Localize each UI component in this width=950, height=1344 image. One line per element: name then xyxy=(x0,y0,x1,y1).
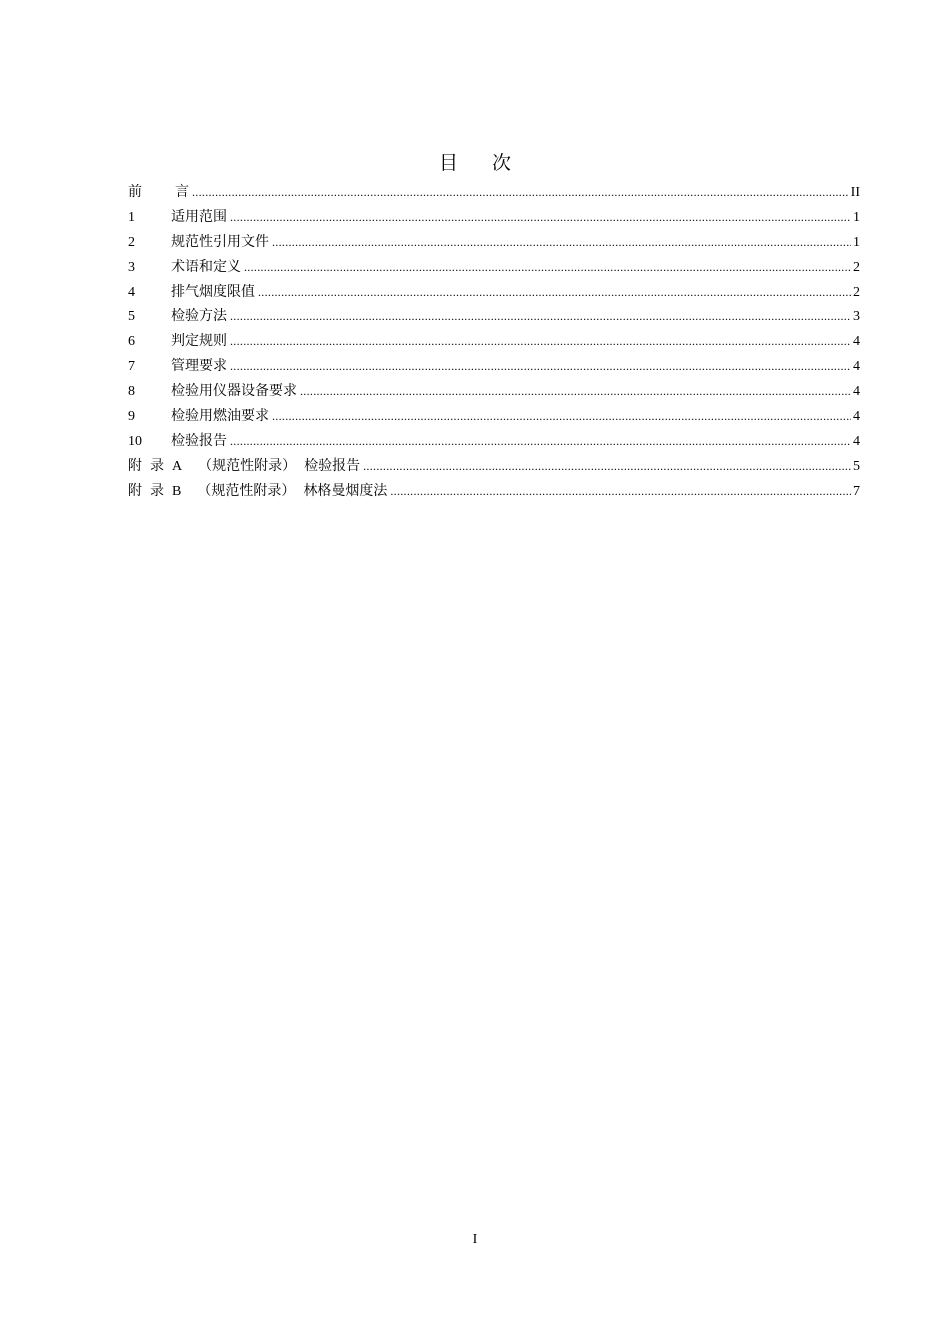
toc-entry-label: 排气烟度限值 xyxy=(171,283,255,300)
toc-leader-dots xyxy=(258,280,851,305)
toc-entry[interactable] xyxy=(128,255,860,280)
toc-entry-appendix-b[interactable] xyxy=(128,479,860,504)
toc-entry-label: 判定规则 xyxy=(171,333,227,350)
toc-entry-appendix-a[interactable] xyxy=(128,454,860,479)
toc-entry-number: 8 xyxy=(128,384,135,400)
toc-title-right: 次 xyxy=(492,152,512,174)
toc-entry-page: 3 xyxy=(853,309,860,325)
toc-entry-number: 9 xyxy=(128,409,135,425)
toc-entry-page: 5 xyxy=(853,458,860,474)
toc-entry[interactable] xyxy=(128,329,860,354)
toc-entry-page: 1 xyxy=(853,209,860,225)
toc-entry-number: 7 xyxy=(128,359,135,375)
toc-entry-label: 前 言 xyxy=(128,184,189,200)
toc-entry-page: 7 xyxy=(853,483,860,499)
toc-entry-label: 管理要求 xyxy=(171,358,227,375)
toc-entry[interactable] xyxy=(128,404,860,429)
toc-title-left: 目 xyxy=(438,152,458,174)
toc-entry-label: 检验报告 xyxy=(304,457,361,474)
toc-entry[interactable] xyxy=(128,230,860,255)
toc-entry-page: 4 xyxy=(853,384,860,400)
toc-entry-number: 10 xyxy=(128,433,142,449)
toc-entry-page: 2 xyxy=(853,284,860,300)
toc-entry-page: 4 xyxy=(853,433,860,449)
toc-leader-dots xyxy=(300,379,851,404)
table-of-contents xyxy=(128,180,860,504)
toc-leader-dots xyxy=(192,180,849,205)
toc-entry-number: 2 xyxy=(128,234,135,250)
toc-entry[interactable] xyxy=(128,354,860,379)
toc-leader-dots xyxy=(230,205,851,230)
toc-leader-dots xyxy=(272,404,851,429)
toc-entry[interactable] xyxy=(128,304,860,329)
toc-entry-preface[interactable] xyxy=(128,180,860,205)
toc-entry-label: 适用范围 xyxy=(171,208,227,225)
toc-leader-dots xyxy=(390,479,851,504)
toc-leader-dots xyxy=(230,429,851,454)
toc-appendix-prefix: 附 录 A （规范性附录） xyxy=(128,457,297,474)
toc-leader-dots xyxy=(230,329,851,354)
toc-entry-page: 2 xyxy=(853,259,860,275)
toc-entry-page: 4 xyxy=(853,359,860,375)
toc-entry-label: 术语和定义 xyxy=(171,258,241,275)
toc-entry-number: 3 xyxy=(128,259,135,275)
toc-entry-page: 1 xyxy=(853,234,860,250)
toc-entry-number: 4 xyxy=(128,284,135,300)
toc-entry[interactable] xyxy=(128,429,860,454)
toc-entry-number: 6 xyxy=(128,334,135,350)
toc-entry-label: 检验用燃油要求 xyxy=(171,408,269,425)
toc-entry-label: 林格曼烟度法 xyxy=(303,482,388,499)
toc-entry-label: 检验报告 xyxy=(171,432,227,449)
toc-leader-dots xyxy=(230,354,851,379)
toc-entry-label: 检验方法 xyxy=(171,308,227,325)
toc-entry-number: 5 xyxy=(128,309,135,325)
toc-entry-number: 1 xyxy=(128,209,135,225)
toc-leader-dots xyxy=(244,255,851,280)
toc-leader-dots xyxy=(230,304,851,329)
toc-title xyxy=(0,148,950,175)
toc-appendix-prefix: 附 录 B （规范性附录） xyxy=(128,482,296,499)
toc-entry-page: II xyxy=(850,185,860,200)
toc-entry-label: 规范性引用文件 xyxy=(171,233,269,250)
page-number: I xyxy=(472,1232,478,1247)
toc-entry-page: 4 xyxy=(853,409,860,425)
toc-entry[interactable] xyxy=(128,205,860,230)
toc-leader-dots xyxy=(272,230,851,255)
toc-leader-dots xyxy=(363,454,851,479)
toc-entry-label: 检验用仪器设备要求 xyxy=(171,383,297,400)
toc-entry[interactable] xyxy=(128,379,860,404)
toc-entry[interactable] xyxy=(128,280,860,305)
toc-entry-page: 4 xyxy=(853,334,860,350)
